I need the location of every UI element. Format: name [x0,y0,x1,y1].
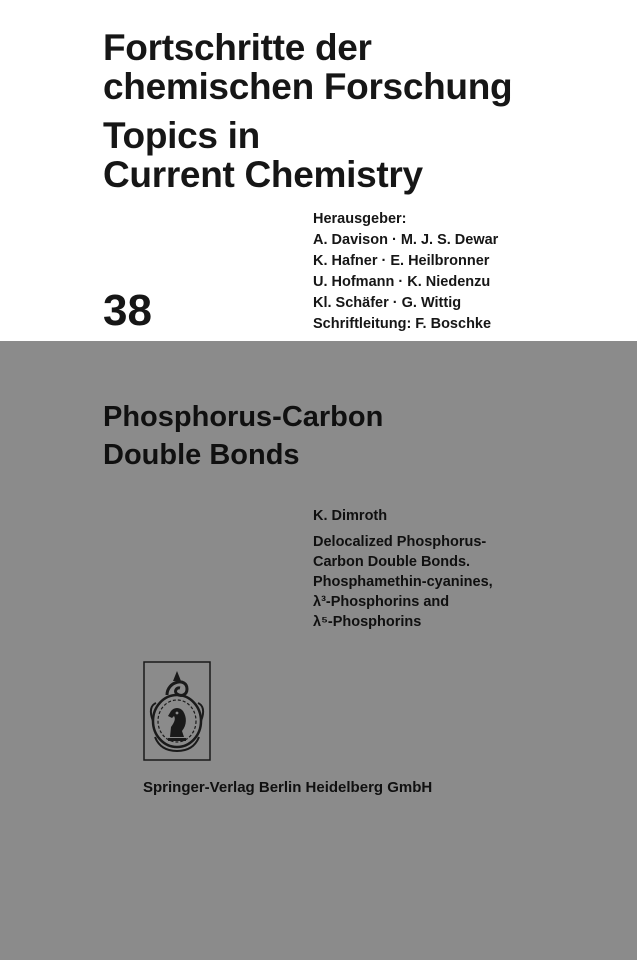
springer-knight-logo-icon [143,661,211,761]
book-title-line-2: Double Bonds [103,439,300,471]
editors-line: U. Hofmann · K. Niedenzu [313,274,491,290]
cover-top-panel [0,0,637,341]
subtitle-line: λ³-Phosphorins and [313,594,450,610]
managing-editor: Schriftleitung: F. Boschke [313,316,492,332]
editors-block [313,209,498,335]
publisher: Springer-Verlag Berlin Heidelberg GmbH [143,779,433,796]
editors-heading: Herausgeber: [313,211,407,227]
editors-line: A. Davison · M. J. S. Dewar [313,232,499,248]
series-title-en-line-2: Current Chemistry [103,154,423,195]
book-title-line-1: Phosphorus-Carbon [103,401,384,433]
book-title [103,398,383,474]
editors-line: Kl. Schäfer · G. Wittig [313,295,462,311]
editors-line: K. Hafner · E. Heilbronner [313,253,490,269]
subtitle-line: Delocalized Phosphorus- [313,534,487,550]
subtitle-line: λ⁵-Phosphorins [313,614,422,630]
author: K. Dimroth [313,508,388,524]
subtitle-line: Carbon Double Bonds. [313,554,471,570]
series-title-de-line-1: Fortschritte der [103,27,372,68]
book-subtitle [313,532,493,632]
volume-number: 38 [103,286,152,335]
series-title-de-line-2: chemischen Forschung [103,66,513,107]
series-title-en-line-1: Topics in [103,115,260,156]
series-title [103,28,512,194]
subtitle-line: Phosphamethin-cyanines, [313,574,493,590]
